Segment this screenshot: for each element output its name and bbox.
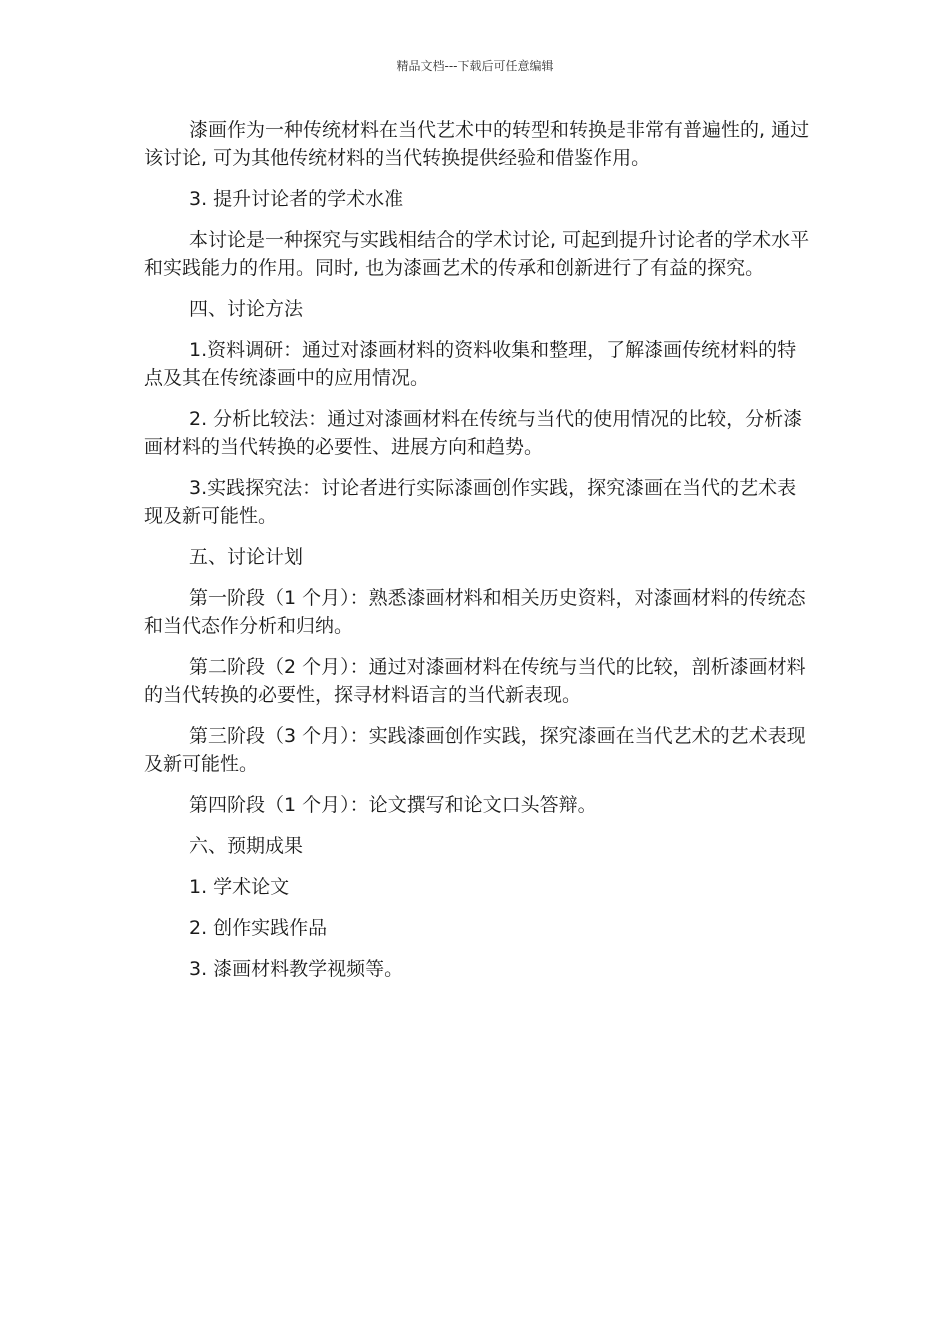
heading-improve-academic-level: 3. 提升讨论者的学术水准: [189, 188, 404, 210]
plan-stage-1: 第一阶段（1 个月）：熟悉漆画材料和相关历史资料，对漆画材料的传统态和当代态作分析和归纳。: [144, 587, 806, 637]
method-item-comparison: 2. 分析比较法：通过对漆画材料在传统与当代的使用情况的比较，分析漆画材料的当代转换的必要性、进展方向和趋势。: [144, 408, 803, 458]
plan-stage-2: 第二阶段（2 个月）：通过对漆画材料在传统与当代的比较，剖析漆画材料的当代转换的必要性，探寻材料语言的当代新表现。: [144, 656, 806, 706]
method-item-practice: 3.实践探究法：讨论者进行实际漆画创作实践，探究漆画在当代的艺术表现及新可能性。: [144, 477, 797, 527]
section-heading-methods: 四、讨论方法: [189, 298, 304, 320]
plan-stage-3: 第三阶段（3 个月）：实践漆画创作实践，探究漆画在当代艺术的艺术表现及新可能性。: [144, 725, 806, 775]
plan-stage-4: 第四阶段（1 个月）：论文撰写和论文口头答辩。: [189, 794, 597, 816]
paragraph-academic-level: 本讨论是一种探究与实践相结合的学术讨论, 可起到提升讨论者的学术水平和实践能力的作用。同时, 也为漆画艺术的传承和创新进行了有益的探究。: [144, 229, 810, 279]
outcome-item-video: 3. 漆画材料教学视频等。: [189, 958, 404, 980]
page-header: 精品文档---下载后可任意编辑: [396, 59, 554, 73]
outcome-item-artwork: 2. 创作实践作品: [189, 917, 328, 939]
paragraph-significance-general: 漆画作为一种传统材料在当代艺术中的转型和转换是非常有普遍性的, 通过该讨论, 可为其他传统材料的当代转换提供经验和借鉴作用。: [144, 119, 810, 169]
section-heading-plan: 五、讨论计划: [189, 546, 304, 568]
method-item-research: 1.资料调研：通过对漆画材料的资料收集和整理，了解漆画传统材料的特点及其在传统漆画中的应用情况。: [144, 339, 797, 389]
section-heading-outcomes: 六、预期成果: [189, 835, 304, 857]
outcome-item-paper: 1. 学术论文: [189, 876, 290, 898]
document-body: [144, 116, 812, 996]
